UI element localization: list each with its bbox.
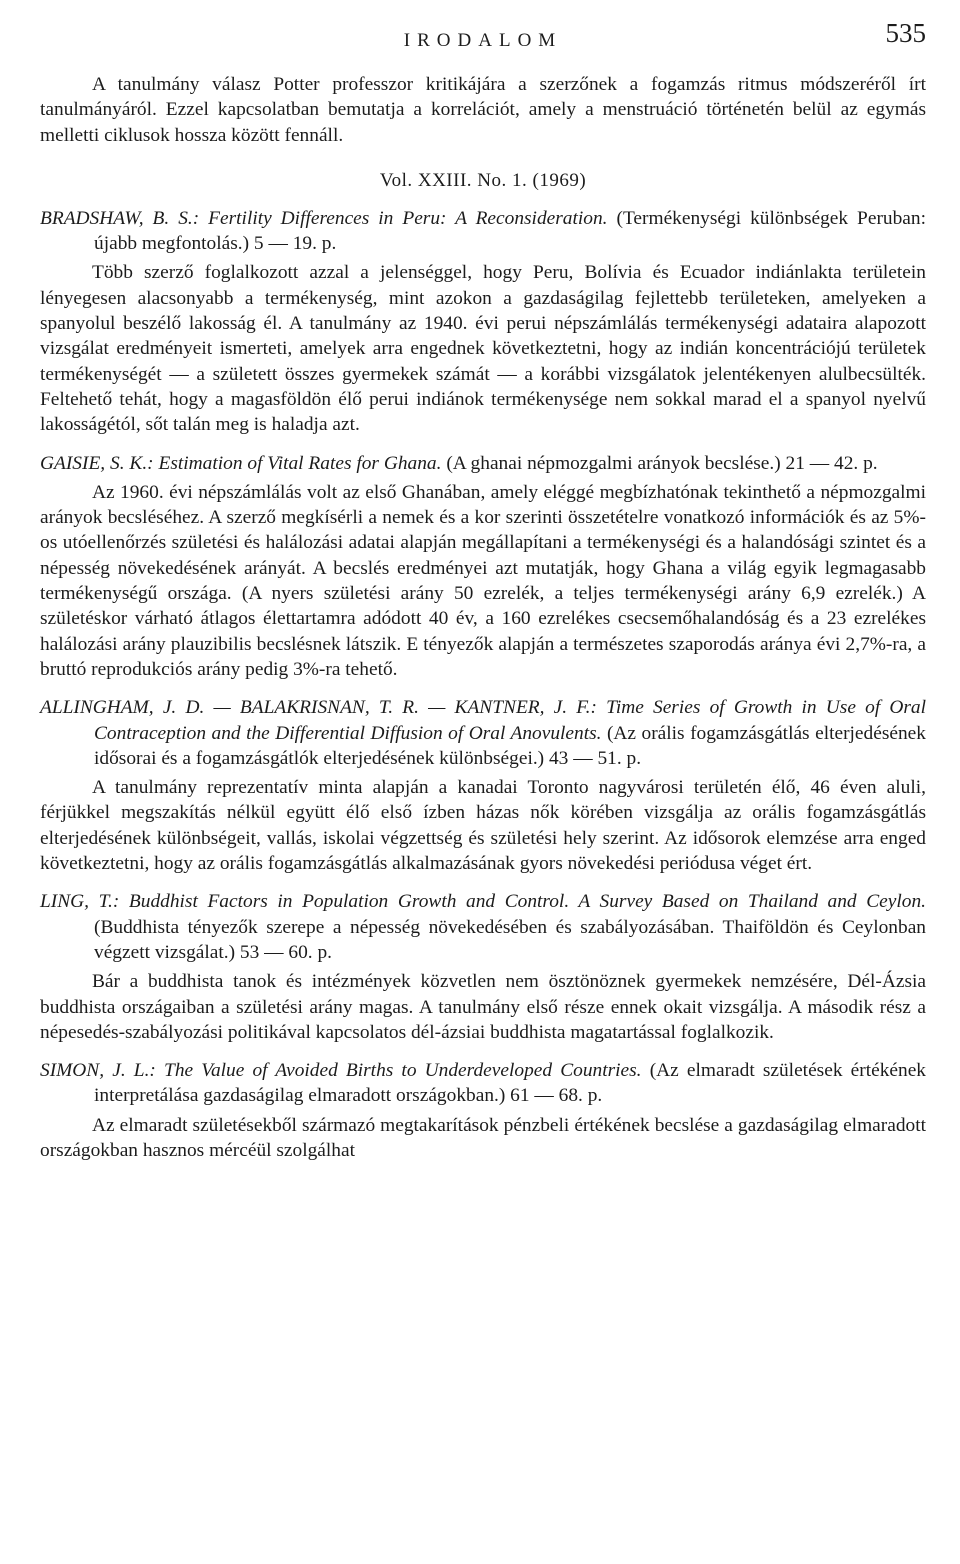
intro-paragraph: A tanulmány válasz Potter professzor kritikájára a szerzőnek a fogamzás ritmus módszeréről írt tanulmányáról. Ezzel kapcsolatban bemutatja a korrelációt, amely a menstruáció történetén belül az egymás melletti ciklusok hossza között fennáll.: [40, 74, 926, 146]
summary-paragraph: Több szerző foglalkozott azzal a jelenséggel, hogy Peru, Bolívia és Ecuador indiánlakta területein lényegesen alacsonyabb a termékenység, mint azokon a gazdaságilag fejlettebb területeken, amelyeken a spanyolul beszélő lakosság él. A tanulmány az 1940. évi perui népszámlálás termékenységi adataira alapozott vizsgálat eredményeit ismerteti, amelyek arra engednek következtetni, hogy az indián koncentrációjú területek termékenységét — a született összes gyermekek számát — a korábbi vizsgálatok jelentékenyen alulbecsülték. Feltehető tehát, hogy a magasföldön élő perui indiánok termékenysége nem sokkal marad el a spanyol nyelvű lakosságétól, sőt talán meg is haladja azt.: [40, 262, 926, 436]
citation-authors: LING, T.:: [40, 891, 120, 913]
summary-paragraph: A tanulmány reprezentatív minta alapján a kanadai Toronto nagyvárosi területén élő, 46 éven aluli, férjükkel megszakítás nélkül együtt élő első ízben házas nők körében vizsgálja az orális fogamzásgátlás elterjedésének különbségeit, vallás, iskolai végzettség és születési hely szerint. Az idősorok elemzése arra enged következtetni, hogy az orális fogamzásgátlás alkalmazásának gyors növekedési periódusa véget ért.: [40, 777, 926, 875]
citation-title: Time Series of Growth in Use of Oral Contraception and the Differential Diffusion of Oral Anovulents.: [94, 697, 927, 744]
citation: [40, 451, 926, 476]
citation-note: (Az orális fogamzásgátlás elterjedésének idősorai és a fogamzásgátlók elterjedésének különbségei.) 43 — 51. p.: [94, 722, 926, 769]
summary-paragraph: Bár a buddhista tanok és intézmények közvetlen nem ösztönöznek gyermekek nemzésére, Dél-Ázsia buddhista országaiban a születési arány magas. A tanulmány első része ennek okait vizsgálja. A második rész a népesedés-szabályozási politikával kapcsolatos dél-ázsiai buddhista magatartással foglalkozik.: [40, 971, 926, 1043]
running-title: IRODALOM: [403, 30, 563, 51]
entry-gaisie: [40, 451, 926, 683]
citation-title: Buddhist Factors in Population Growth and Control. A Survey Based on Thailand and Ceylon.: [128, 891, 926, 913]
citation-note: (Az elmaradt születések értékének interpretálása gazdaságilag elmaradott országokban.) 61 — 68. p.: [94, 1060, 927, 1107]
entry-bradshaw: [40, 206, 926, 438]
citation-title: Estimation of Vital Rates for Ghana.: [158, 452, 442, 474]
page-number: 535: [885, 18, 926, 48]
citation-authors: BRADSHAW, B. S.:: [40, 207, 200, 229]
citation-authors: GAISIE, S. K.:: [40, 452, 154, 474]
running-header: [40, 14, 926, 58]
citation-title: The Value of Avoided Births to Underdeveloped Countries.: [164, 1060, 642, 1082]
citation-note: (Termékenységi különbségek Peruban: újabb megfontolás.) 5 — 19. p.: [94, 207, 926, 255]
citation-note: (Buddhista tényezők szerepe a népesség növekedésében és szabályozásában. Thaiföldön és Ceylonban végzett vizsgálat.) 53 — 60. p.: [94, 916, 926, 963]
volume-heading: Vol. XXIII. No. 1. (1969): [379, 169, 587, 191]
entry-allingham: [40, 695, 926, 876]
citation: [40, 889, 926, 965]
entry-ling: [40, 889, 926, 1045]
citation-authors: ALLINGHAM, J. D. — BALAKRISNAN, T. R. — KANTNER, J. F.:: [40, 697, 597, 719]
summary-paragraph: Az 1960. évi népszámlálás volt az első Ghanában, amely eléggé megbízhatónak tekinthető a népmozgalmi arányok becsléséhez. A szerző megkísérli a nemek és a kor szerinti összetételre vonatkozó információk és az 5%-os utóellenőrzés születési és halálozási adatai alapján megállapítani a termékenységi és a halandósági szintet és a népesség növekedésének arányát. A becslés eredményei azt mutatják, hogy Ghana a világ egyik legmagasabb termékenységű országa. (A nyers születési arány 50 ezrelék, a teljes termékenységi arány 6,9 ezrelék.) A születéskor várható átlagos élettartamra adódott 40 év, a 160 ezrelékes csecsemőhalandóság és a 23 ezrelékes halálozási arány plauzibilis becslésnek látszik. E tényezők alapján a természetes szaporodás aránya évi 2,7%-ra, a bruttó reprodukciós arány pedig 3%-ra tehető.: [40, 481, 926, 680]
citation: [40, 1058, 926, 1109]
citation: [40, 695, 926, 771]
summary-paragraph: Az elmaradt születésekből származó megtakarítások pénzbeli értékének becslése a gazdaságilag elmaradott országokban hasznos mércéül szolgálhat: [40, 1114, 926, 1161]
citation: [40, 206, 926, 257]
citation-title: Fertility Differences in Peru: A Reconsideration.: [208, 207, 608, 229]
citation-note: (A ghanai népmozgalmi arányok becslése.) 21 — 42. p.: [446, 452, 878, 474]
entry-simon: [40, 1058, 926, 1163]
citation-authors: SIMON, J. L.:: [40, 1060, 156, 1082]
